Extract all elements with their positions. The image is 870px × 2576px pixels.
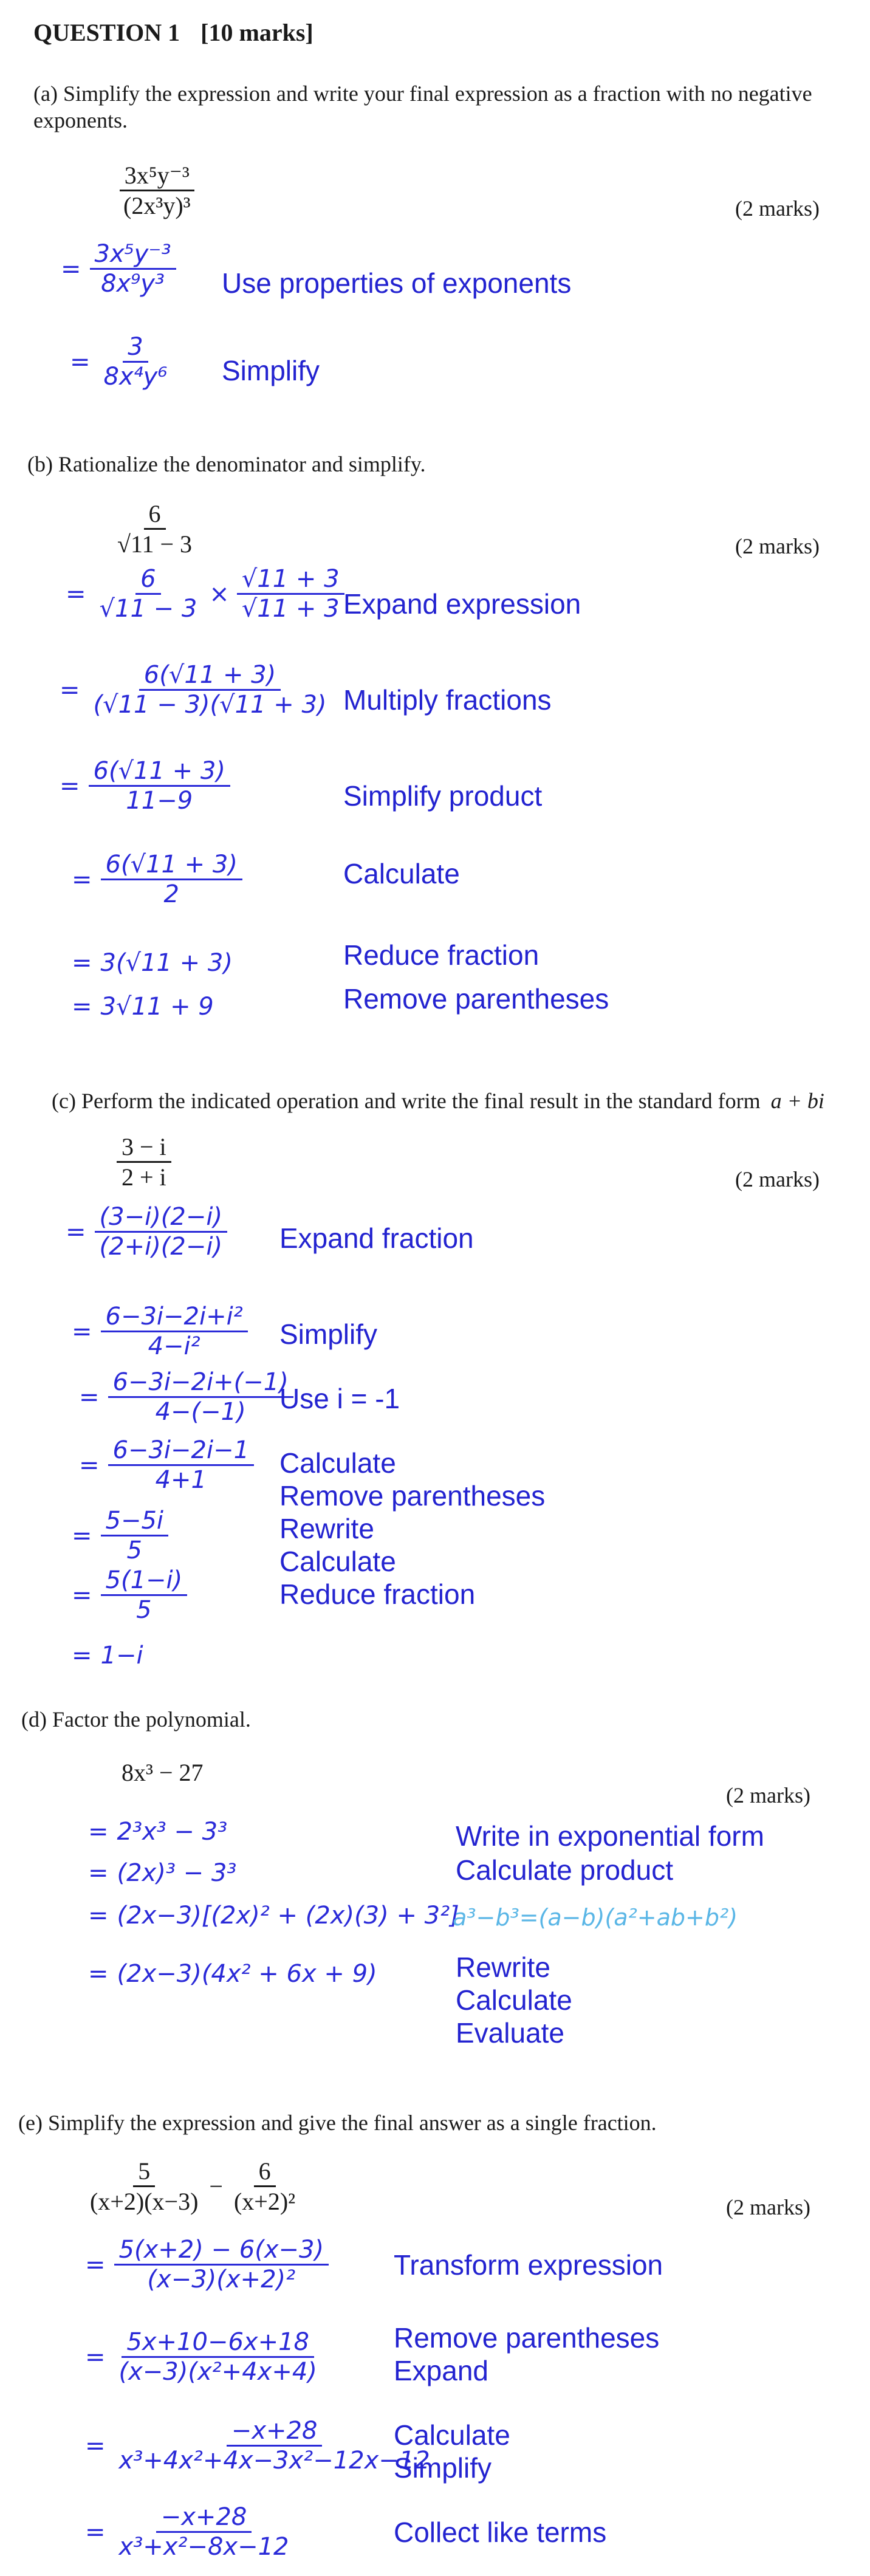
note-line: Expand (394, 2355, 489, 2386)
part-e-note-4: Collect like terms (394, 2516, 607, 2548)
step-denominator: x³+x²−8x−12 (118, 2533, 289, 2561)
part-c-step-2: = $\frac{\text{6−3i−2i+i²}}{\text{4−i²}}$ (72, 1303, 248, 1360)
part-c-note-5: Rewrite (279, 1513, 374, 1544)
part-c-notes-6 (279, 1544, 475, 1610)
part-e-note-1: Transform expression (394, 2249, 663, 2281)
part-a-note-2: Simplify (222, 355, 320, 386)
fraction-denominator: (2x³y)³ (123, 192, 191, 219)
part-d-step-1: = 2³x³ − 3³ (88, 1818, 228, 1846)
part-b-step-1: = $\frac{6}{√11 - 3}$ × $\frac{√11 + 3}{√11 + 3}$ (66, 565, 344, 623)
part-b-prompt: (b) Rationalize the denominator and simplify. (27, 452, 426, 476)
standard-form: a + bi (770, 1089, 824, 1113)
part-d-prompt: (d) Factor the polynomial. (21, 1707, 251, 1732)
minus-sign: − (209, 2173, 223, 2200)
part-d-note-1: Write in exponential form (456, 1820, 764, 1852)
step-numerator: (3−i)(2−i) (95, 1203, 228, 1233)
step-denominator: 8x⁹y³ (101, 270, 165, 298)
step-expression: 3(√11 + 3) (100, 949, 233, 977)
part-b-note-1: Expand expression (343, 588, 581, 620)
note-line: Simplify (394, 2452, 492, 2484)
part-b-step-5: = 3(√11 + 3) (72, 949, 233, 977)
step-numerator: 6−3i−2i+i² (101, 1303, 248, 1332)
step-numerator: 6(√11 + 3) (101, 851, 242, 880)
part-b-note-3: Simplify product (343, 780, 543, 812)
identity-note: a³−b³=(a−b)(a²+ab+b²) (453, 1904, 738, 1931)
part-a-note-1: Use properties of exponents (222, 267, 572, 299)
step-denominator: x³+4x²+4x−3x²−12x−12 (118, 2447, 430, 2475)
step-numerator: 6(√11 + 3) (139, 661, 281, 691)
part-c-note-1: Expand fraction (279, 1222, 474, 1254)
step-denominator: 11−9 (126, 787, 193, 815)
step-numerator: 3x⁵y⁻³ (90, 240, 176, 270)
fraction-numerator: 5 (133, 2157, 155, 2187)
part-e-notes-2 (394, 2321, 659, 2386)
step-denominator: √11 + 3 (241, 595, 340, 623)
note-line: Calculate (456, 1984, 572, 2016)
part-d-step-2: = (2x)³ − 3³ (88, 1859, 237, 1887)
fraction-numerator: 3x⁵y⁻³ (120, 161, 194, 191)
step-denominator: 5 (136, 1596, 152, 1624)
note-line: Calculate (279, 1546, 396, 1577)
part-c-prompt (52, 1088, 824, 1114)
fraction-numerator: 6 (144, 499, 166, 530)
step-numerator: 6 (135, 565, 160, 595)
fraction-denominator: 2 + i (122, 1163, 166, 1191)
part-b-expression (112, 499, 197, 558)
part-c-step-7: = 1−i (72, 1642, 143, 1670)
step-numerator: 6−3i−2i+(−1) (108, 1368, 293, 1398)
step-denominator: (2+i)(2−i) (99, 1233, 223, 1261)
part-e-step-4: = $\frac{-x+28}{\text{x³+x²−8x−12}}$ (85, 2503, 294, 2561)
part-d-marks: (2 marks) (726, 1783, 810, 1807)
part-c-step-4: = $\frac{6-3i-2i-1}{4+1}$ (79, 1436, 254, 1494)
part-d-step-4: = (2x−3)(4x² + 6x + 9) (88, 1960, 377, 1988)
note-line: Evaluate (456, 2017, 565, 2049)
note-line: Calculate (279, 1447, 396, 1479)
part-e-step-2: = $\frac{5x+10-6x+18}{\text{(x−3)(x²+4x+4)}}$ (85, 2328, 322, 2386)
part-a-expression (118, 161, 196, 220)
part-e-notes-3 (394, 2418, 510, 2484)
step-expression: 2³x³ − 3³ (117, 1818, 228, 1846)
step-numerator: 5−5i (101, 1507, 169, 1536)
step-numerator: √11 + 3 (237, 565, 344, 595)
part-b-step-3: = $\frac{6(√11 + 3)}{11-9}$ (60, 757, 230, 815)
part-b-step-4: = $\frac{6(√11 + 3)}{2}$ (72, 851, 242, 908)
step-numerator: 5x+10−6x+18 (122, 2328, 314, 2358)
step-numerator: −x+28 (227, 2417, 323, 2447)
part-c-expression (117, 1132, 171, 1191)
part-c-step-3: = $\frac{6-3i-2i+(-1)}{4-(-1)}$ (79, 1368, 293, 1426)
question-total-marks: [10 marks] (200, 19, 313, 46)
fraction-denominator: √11 − 3 (117, 530, 193, 558)
note-line: Remove parentheses (394, 2322, 660, 2354)
part-c-prompt-text: (c) Perform the indicated operation and write the final result in the standard form (52, 1089, 761, 1113)
part-e-step-1: = $\frac{5(x+2) - 6(x-3)}{\text{(x−3)(x+2)²}}$ (85, 2236, 329, 2293)
note-line: Rewrite (456, 1951, 550, 1983)
part-e-step-3: = $\frac{-x+28}{\text{x³+4x²+4x−3x²−12x−12}}$ (85, 2417, 435, 2475)
question-header (33, 18, 313, 47)
step-denominator: (x−3)(x+2)² (147, 2266, 296, 2293)
part-d-expression: 8x³ − 27 (122, 1759, 204, 1786)
part-c-step-6: = $\frac{5(1-i)}{5}$ (72, 1566, 187, 1624)
step-denominator: 4−i² (148, 1332, 200, 1360)
part-b-note-5: Reduce fraction (343, 939, 539, 971)
part-d-note-2: Calculate product (456, 1854, 673, 1886)
step-expression: 1−i (100, 1642, 143, 1670)
step-numerator: 6−3i−2i−1 (108, 1436, 255, 1466)
step-denominator: 2 (163, 880, 179, 908)
part-c-step-1: = $\frac{(3-i)(2-i)}{(2+i)(2-i)}$ (66, 1203, 227, 1261)
step-denominator: 4−(−1) (155, 1398, 246, 1426)
part-c-notes-4 (279, 1446, 545, 1512)
step-numerator: −x+28 (156, 2503, 252, 2533)
step-denominator: (x−3)(x²+4x+4) (118, 2358, 317, 2386)
part-e-prompt: (e) Simplify the expression and give the final answer as a single fraction. (18, 2111, 657, 2135)
fraction-denominator: (x+2)² (233, 2188, 296, 2215)
step-expression: (2x−3)[(2x)² + (2x)(3) + 3²] (117, 1902, 459, 1930)
part-a-prompt: (a) Simplify the expression and write your final expression as a fraction with no negative exponents. (33, 81, 812, 132)
part-c-marks: (2 marks) (735, 1167, 820, 1191)
part-c-note-2: Simplify (279, 1318, 378, 1350)
step-denominator: 4+1 (155, 1466, 207, 1494)
step-denominator: 8x⁴y⁶ (103, 363, 168, 391)
part-c-step-5: = $\frac{5-5i}{5}$ (72, 1507, 168, 1564)
step-expression: 3√11 + 9 (100, 993, 214, 1021)
part-c-note-3: Use i = -1 (279, 1383, 400, 1414)
part-d-step-3: = (2x−3)[(2x)² + (2x)(3) + 3²] (88, 1902, 459, 1930)
step-denominator: √11 − 3 (99, 595, 197, 623)
part-a-marks: (2 marks) (735, 196, 820, 221)
step-denominator: (√11 − 3)(√11 + 3) (93, 691, 327, 719)
note-line: Remove parentheses (279, 1480, 546, 1512)
fraction-numerator: 3 − i (117, 1132, 171, 1163)
part-a-step-1: = $\frac{\text{3x⁵y⁻³}}{\text{8x⁹y³}}$ (61, 240, 176, 298)
step-expression: (2x)³ − 3³ (117, 1859, 237, 1887)
times-sign: × (209, 580, 230, 608)
step-numerator: 5(1−i) (101, 1566, 188, 1596)
part-b-step-2: = $\frac{6(√11 + 3)}{(√11 - 3)(√11 + 3)}$ (60, 661, 332, 719)
step-numerator: 5(x+2) − 6(x−3) (114, 2236, 329, 2266)
part-b-marks: (2 marks) (735, 534, 820, 558)
note-line: Reduce fraction (279, 1578, 476, 1610)
fraction-denominator: (x+2)(x−3) (90, 2188, 199, 2215)
note-line: Calculate (394, 2419, 510, 2451)
part-b-note-4: Calculate (343, 858, 460, 889)
part-b-note-2: Multiply fractions (343, 684, 552, 716)
step-expression: (2x−3)(4x² + 6x + 9) (117, 1960, 377, 1988)
question-title: QUESTION 1 (33, 19, 180, 46)
fraction-numerator: 6 (254, 2157, 276, 2187)
part-a-step-2: = $\frac{3}{\text{8x⁴y⁶}}$ (70, 333, 172, 391)
part-e-marks: (2 marks) (726, 2195, 810, 2219)
step-numerator: 3 (123, 333, 148, 363)
step-numerator: 6(√11 + 3) (89, 757, 230, 787)
part-e-expression (85, 2157, 300, 2216)
step-denominator: 5 (126, 1536, 142, 1564)
part-b-step-6: = 3√11 + 9 (72, 993, 214, 1021)
part-d-notes-4 (456, 1950, 572, 2049)
part-b-note-6: Remove parentheses (343, 983, 609, 1015)
